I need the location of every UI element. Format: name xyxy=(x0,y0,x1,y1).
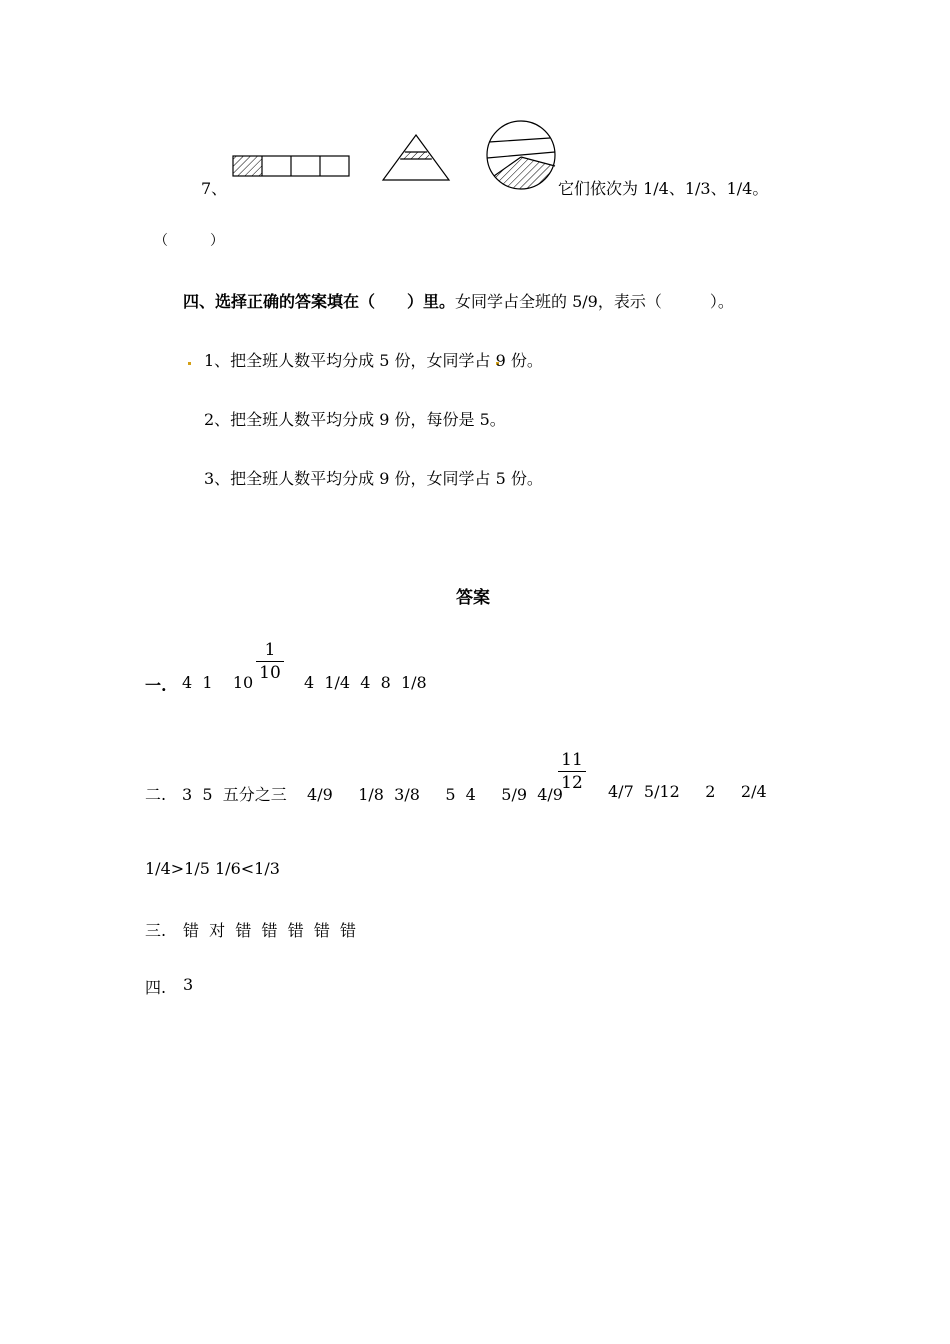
section4-line xyxy=(183,289,734,312)
answers-title: 答案 xyxy=(456,588,490,608)
q7-number: 7、 xyxy=(201,179,228,198)
circle-figure xyxy=(484,118,558,192)
section4-heading: 四、选择正确的答案填在（ ）里。 xyxy=(183,292,456,311)
answer-part4-answer: 3 xyxy=(183,975,194,994)
fraction-bar xyxy=(558,771,586,772)
answer-part1-before: 4 1 10 xyxy=(182,673,254,692)
fraction-denominator: 10 xyxy=(259,663,281,683)
answer-part2-before: 3 5 五分之三 4/9 1/8 3/8 5 4 5/9 4/9 xyxy=(182,785,563,804)
fraction-denominator: 12 xyxy=(561,773,583,793)
marker-dot xyxy=(188,362,191,365)
rectangle-figure xyxy=(231,154,351,178)
section4-question: 女同学占全班的 5/9，表示（ ）。 xyxy=(455,292,734,311)
fraction-numerator: 1 xyxy=(264,640,276,660)
fraction-bar xyxy=(256,661,284,662)
q7-answer-blank: （ ） xyxy=(154,233,224,249)
q7-statement: 它们依次为 1/4、1/3、1/4。 xyxy=(558,179,769,198)
answer-part3-items: 错 对 错 错 错 错 错 xyxy=(183,921,357,940)
answer-part2-label: 二. xyxy=(145,785,167,804)
option-1: 1、把全班人数平均分成 5 份，女同学占 9 份。 xyxy=(204,351,543,370)
option-3: 3、把全班人数平均分成 9 份，女同学占 5 份。 xyxy=(204,469,543,488)
answer-part1-fraction xyxy=(256,640,284,683)
triangle-figure xyxy=(381,132,453,182)
answer-part2-fraction xyxy=(558,750,586,793)
answer-part4-label: 四. xyxy=(145,978,167,997)
option-2: 2、把全班人数平均分成 9 份，每份是 5。 xyxy=(204,410,506,429)
answer-part1-label: 一. xyxy=(145,676,167,695)
answer-part3-label: 三. xyxy=(145,921,167,940)
answer-part2-after: 4/7 5/12 2 2/4 xyxy=(608,782,767,801)
fraction-numerator: 11 xyxy=(561,750,583,770)
answer-part1-after: 4 1/4 4 8 1/8 xyxy=(304,673,427,692)
answer-part2-line2: 1/4>1/5 1/6<1/3 xyxy=(145,859,280,878)
